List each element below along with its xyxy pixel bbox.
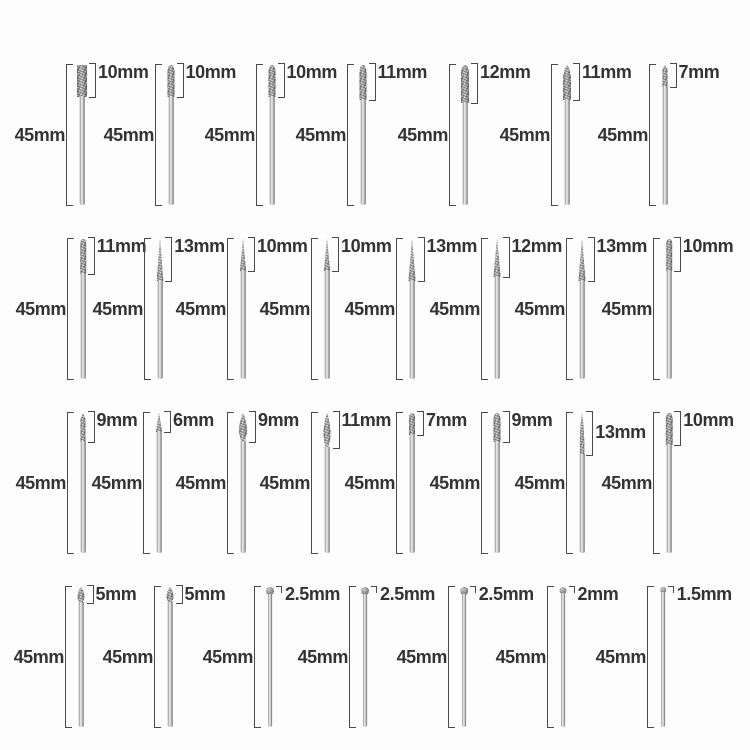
tip-length-label: 11mm — [96, 236, 147, 256]
shaft-length-bracket — [481, 412, 488, 554]
bit-tip — [409, 413, 415, 435]
tip-length-bracket — [668, 586, 674, 593]
bit-shaft — [580, 280, 585, 379]
shaft-length-bracket — [653, 412, 660, 554]
tip-length-label: 13mm — [426, 236, 477, 256]
tip-length-label: 13mm — [596, 236, 647, 256]
bit-shaft — [270, 96, 275, 205]
shaft-length-bracket — [155, 64, 162, 206]
shaft-length-label: 45mm — [259, 299, 310, 319]
bit-shaft — [169, 96, 174, 205]
shaft-length-bracket — [347, 64, 354, 206]
shaft-length-bracket — [551, 64, 558, 206]
bit-tip — [409, 239, 416, 281]
tip-length-bracket — [470, 586, 476, 593]
shaft-length-label: 45mm — [175, 299, 226, 319]
shaft-length-label: 45mm — [15, 299, 66, 319]
tip-length-label: 9mm — [258, 410, 299, 430]
shaft-length-label: 45mm — [103, 125, 154, 145]
shaft-length-label: 45mm — [13, 647, 64, 667]
shaft-length-bracket — [448, 586, 455, 728]
bit-shaft — [661, 592, 665, 728]
shaft-length-bracket — [311, 412, 318, 554]
shaft-length-label: 45mm — [397, 125, 448, 145]
tip-length-bracket — [87, 585, 94, 604]
shaft-length-label: 45mm — [595, 647, 646, 667]
shaft-length-bracket — [227, 238, 234, 380]
bit-shaft — [268, 594, 272, 727]
tip-length-label: 2.5mm — [285, 584, 341, 604]
shaft-length-label: 45mm — [102, 647, 153, 667]
shaft-length-label: 45mm — [295, 125, 346, 145]
bit-shaft — [168, 602, 173, 727]
bit-tip — [663, 65, 668, 87]
bit-shaft — [667, 270, 672, 379]
bit-shaft — [158, 280, 163, 379]
shaft-length-bracket — [254, 586, 261, 728]
shaft-length-bracket — [649, 64, 656, 206]
tip-length-bracket — [417, 411, 424, 436]
tip-length-label: 11mm — [341, 410, 391, 430]
tip-length-label: 7mm — [678, 62, 720, 82]
tip-length-bracket — [586, 411, 593, 456]
shaft-length-bracket — [143, 412, 150, 554]
bit-shaft — [663, 86, 668, 205]
shaft-length-label: 45mm — [514, 473, 565, 493]
tip-length-bracket — [164, 411, 171, 433]
tip-length-bracket — [176, 585, 183, 604]
shaft-length-label: 45mm — [601, 473, 652, 493]
tip-length-label: 12mm — [480, 62, 531, 82]
tip-length-label: 6mm — [173, 410, 214, 430]
shaft-length-label: 45mm — [297, 647, 348, 667]
bit-shaft — [325, 270, 330, 379]
tip-length-bracket — [333, 411, 340, 449]
shaft-length-label: 45mm — [499, 125, 550, 145]
tip-length-label: 2.5mm — [478, 584, 534, 604]
tip-length-label: 5mm — [184, 584, 226, 604]
bit-tip — [494, 413, 501, 442]
bit-tip — [580, 413, 585, 455]
shaft-length-label: 45mm — [429, 473, 480, 493]
shaft-length-label: 45mm — [204, 125, 255, 145]
tip-length-bracket — [471, 63, 478, 104]
tip-length-label: 2mm — [577, 584, 619, 604]
tip-length-bracket — [165, 237, 172, 282]
tip-length-bracket — [569, 586, 575, 593]
bit-shaft — [81, 441, 86, 553]
bit-tip — [666, 239, 672, 271]
shaft-length-bracket — [311, 238, 318, 380]
bit-tip — [156, 413, 162, 432]
shaft-length-label: 45mm — [175, 473, 226, 493]
tip-length-bracket — [588, 237, 595, 282]
shaft-length-bracket — [396, 412, 403, 554]
bit-tip — [81, 413, 86, 442]
shaft-length-bracket — [66, 64, 73, 206]
tip-length-label: 12mm — [511, 236, 562, 256]
tip-length-bracket — [418, 237, 425, 282]
shaft-length-label: 45mm — [429, 299, 480, 319]
tip-length-bracket — [88, 411, 95, 443]
bit-shaft — [410, 434, 415, 553]
tip-length-bracket — [88, 237, 95, 275]
tip-length-label: 10mm — [257, 236, 308, 256]
shaft-length-bracket — [653, 238, 660, 380]
tip-length-bracket — [369, 63, 376, 101]
tip-length-label: 11mm — [377, 62, 427, 82]
tip-length-bracket — [248, 237, 255, 272]
shaft-length-label: 45mm — [92, 299, 143, 319]
shaft-length-bracket — [396, 238, 403, 380]
bit-shaft — [495, 276, 500, 379]
bit-shaft — [565, 99, 570, 205]
tip-length-label: 10mm — [98, 62, 149, 82]
bit-shaft — [580, 454, 585, 553]
shaft-length-label: 45mm — [597, 125, 648, 145]
shaft-length-bracket — [144, 238, 151, 380]
bit-tip — [579, 239, 586, 281]
shaft-length-bracket — [449, 64, 456, 206]
bit-tip — [80, 239, 86, 274]
shaft-length-label: 45mm — [259, 473, 310, 493]
bit-tip — [563, 65, 571, 100]
bit-tip — [77, 65, 87, 97]
bit-shaft — [79, 602, 84, 727]
shaft-length-label: 45mm — [601, 299, 652, 319]
tip-length-bracket — [89, 63, 96, 98]
bit-shaft — [462, 594, 466, 728]
tip-length-bracket — [573, 63, 580, 101]
shaft-length-bracket — [256, 64, 263, 206]
tip-length-label: 10mm — [683, 410, 734, 430]
bit-shaft — [81, 273, 86, 379]
shaft-length-label: 45mm — [344, 299, 395, 319]
bit-shaft — [495, 441, 500, 553]
bit-tip — [167, 587, 174, 603]
tip-length-label: 10mm — [286, 62, 337, 82]
shaft-length-bracket — [547, 586, 554, 728]
tip-length-label: 10mm — [341, 236, 392, 256]
shaft-length-bracket — [566, 238, 573, 380]
shaft-length-bracket — [67, 412, 74, 554]
bit-shaft — [80, 96, 85, 205]
tip-length-label: 11mm — [582, 62, 632, 82]
shaft-length-label: 45mm — [495, 647, 546, 667]
bit-shaft — [561, 593, 565, 727]
bit-tip — [239, 413, 247, 442]
bit-shaft — [363, 594, 367, 727]
shaft-length-label: 45mm — [202, 647, 253, 667]
tip-length-label: 2.5mm — [380, 584, 436, 604]
shaft-length-label: 45mm — [396, 647, 447, 667]
bit-tip — [461, 65, 469, 103]
bit-shaft — [325, 447, 330, 553]
tip-length-bracket — [674, 411, 681, 446]
shaft-length-bracket — [349, 586, 356, 728]
tip-length-label: 9mm — [96, 410, 138, 430]
tip-length-label: 7mm — [426, 410, 467, 430]
bit-tip — [240, 239, 246, 271]
tip-length-bracket — [177, 63, 184, 98]
tip-length-label: 1.5mm — [676, 584, 732, 604]
tip-length-bracket — [674, 237, 681, 272]
shaft-length-label: 45mm — [15, 473, 66, 493]
bit-tip — [360, 65, 367, 100]
bit-shaft — [463, 102, 468, 205]
bit-shaft — [667, 444, 672, 553]
tip-length-bracket — [371, 586, 377, 593]
tip-length-bracket — [278, 63, 285, 98]
shaft-length-bracket — [65, 586, 72, 728]
bit-shaft — [157, 431, 162, 553]
tip-length-label: 13mm — [595, 422, 646, 442]
tip-length-bracket — [503, 411, 510, 443]
tip-length-bracket — [332, 237, 339, 272]
shaft-length-bracket — [647, 586, 654, 728]
shaft-length-label: 45mm — [344, 473, 395, 493]
bit-shaft — [361, 99, 366, 205]
bit-shaft — [241, 270, 246, 379]
bit-shaft — [241, 441, 246, 553]
bit-tip — [494, 239, 501, 277]
bit-tip — [324, 413, 331, 448]
shaft-length-bracket — [154, 586, 161, 728]
tip-length-label: 9mm — [511, 410, 553, 430]
tip-length-label: 13mm — [174, 236, 225, 256]
bit-tip — [78, 587, 85, 603]
tip-length-bracket — [249, 411, 256, 443]
shaft-length-label: 45mm — [14, 125, 65, 145]
bit-tip — [269, 65, 276, 97]
shaft-length-bracket — [481, 238, 488, 380]
tip-length-bracket — [276, 586, 282, 593]
shaft-length-bracket — [566, 412, 573, 554]
tip-length-label: 5mm — [95, 584, 137, 604]
tip-length-bracket — [670, 63, 677, 88]
tip-length-label: 10mm — [682, 236, 734, 256]
shaft-length-bracket — [227, 412, 234, 554]
tip-length-label: 10mm — [185, 62, 236, 82]
bit-shaft — [410, 280, 415, 379]
shaft-length-bracket — [67, 238, 74, 380]
shaft-length-label: 45mm — [514, 299, 565, 319]
bit-tip — [324, 239, 330, 271]
shaft-length-label: 45mm — [91, 473, 142, 493]
tip-length-bracket — [503, 237, 510, 278]
bit-tip — [168, 65, 175, 97]
bit-tip — [157, 239, 164, 281]
bit-tip — [666, 413, 673, 445]
